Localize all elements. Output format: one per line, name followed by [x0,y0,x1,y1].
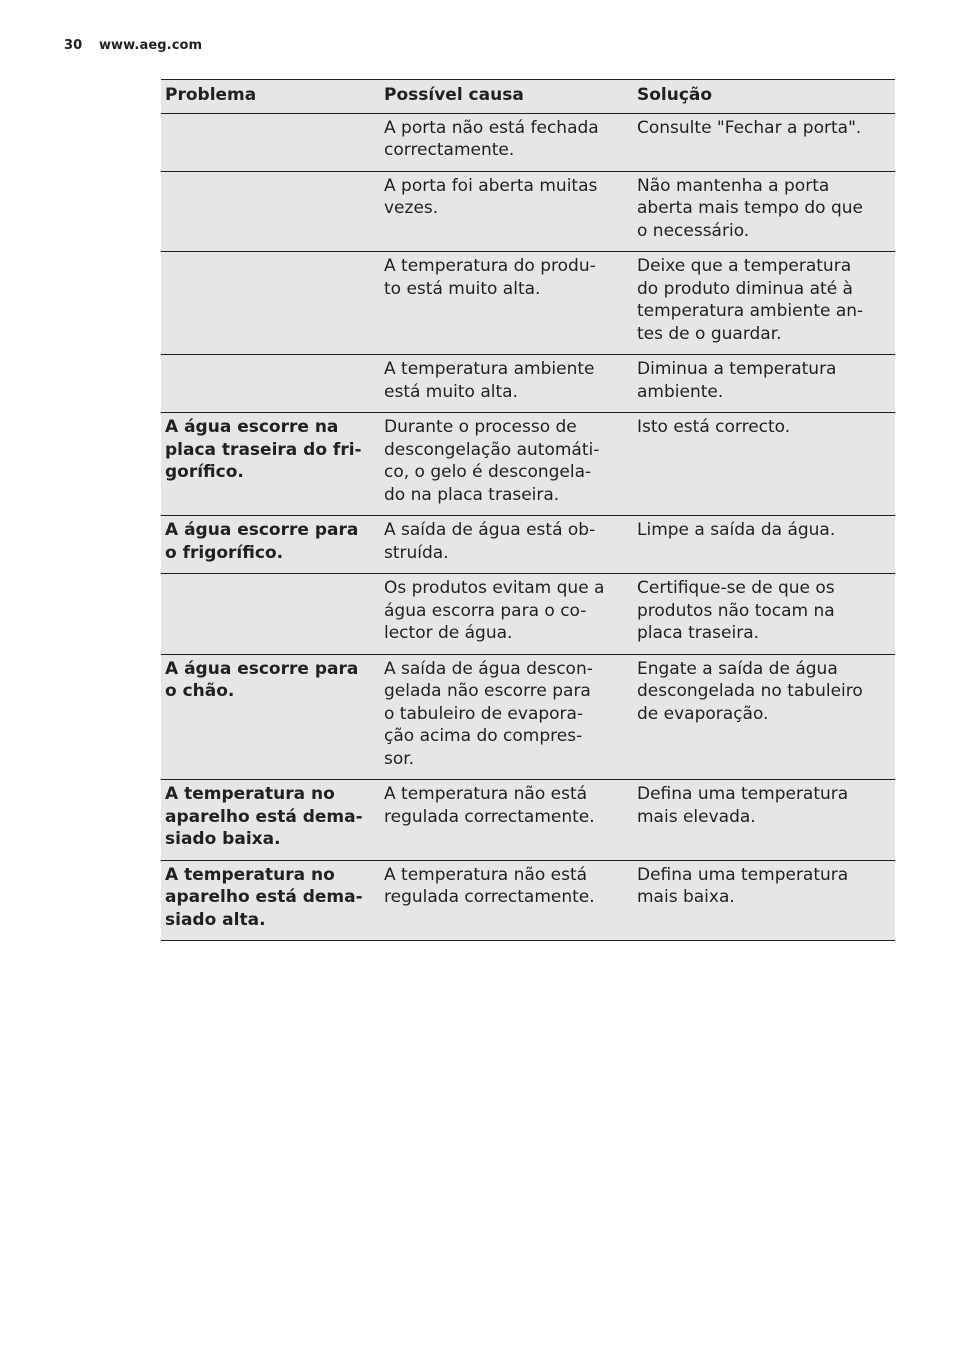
cause-cell: A porta foi aberta muitas vezes. [380,171,633,252]
table-row [161,171,895,252]
solution-cell: Diminua a temperatura ambiente. [633,355,895,413]
problem-cell: A água escorre na placa traseira do fri- gorífico. [161,413,380,516]
solution-cell: Isto está correcto. [633,413,895,516]
solution-cell: Não mantenha a porta aberta mais tempo do que o necessário. [633,171,895,252]
troubleshooting-table [161,79,895,941]
cause-cell: A porta não está fechada correctamente. [380,113,633,171]
cause-cell: A temperatura não está regulada correctamente. [380,780,633,861]
table-header-row [161,80,895,114]
problem-cell [161,355,380,413]
table-row [161,413,895,516]
table-row [161,654,895,780]
cause-cell: A temperatura do produ- to está muito alta. [380,252,633,355]
solution-cell: Engate a saída de água descongelada no tabuleiro de evaporação. [633,654,895,780]
problem-cell [161,252,380,355]
problem-cell: A água escorre para o chão. [161,654,380,780]
column-header-problem: Problema [161,80,380,114]
table-row [161,574,895,655]
page-number: 30 [64,38,83,53]
problem-cell [161,113,380,171]
solution-cell: Defina uma temperatura mais elevada. [633,780,895,861]
column-header-cause: Possível causa [380,80,633,114]
cause-cell: Durante o processo de descongelação automáti- co, o gelo é descongela- do na placa traseira. [380,413,633,516]
column-header-solution: Solução [633,80,895,114]
table-row [161,516,895,574]
cause-cell: A saída de água descon- gelada não escorre para o tabuleiro de evapora- ção acima do compres- sor. [380,654,633,780]
troubleshooting-table-wrapper [161,79,895,941]
solution-cell: Defina uma temperatura mais baixa. [633,860,895,941]
solution-cell: Limpe a saída da água. [633,516,895,574]
problem-cell: A água escorre para o frigorífico. [161,516,380,574]
solution-cell: Deixe que a temperatura do produto diminua até à temperatura ambiente an- tes de o guardar. [633,252,895,355]
solution-cell: Certifique-se de que os produtos não tocam na placa traseira. [633,574,895,655]
table-body [161,113,895,941]
website-url: www.aeg.com [98,38,203,53]
table-row [161,113,895,171]
problem-cell: A temperatura no aparelho está dema- siado alta. [161,860,380,941]
cause-cell: Os produtos evitam que a água escorra para o co- lector de água. [380,574,633,655]
page-header [64,38,202,53]
table-row [161,780,895,861]
table-row [161,860,895,941]
cause-cell: A saída de água está ob- struída. [380,516,633,574]
table-row [161,355,895,413]
table-row [161,252,895,355]
problem-cell: A temperatura no aparelho está dema- siado baixa. [161,780,380,861]
cause-cell: A temperatura não está regulada correctamente. [380,860,633,941]
cause-cell: A temperatura ambiente está muito alta. [380,355,633,413]
solution-cell: Consulte "Fechar a porta". [633,113,895,171]
problem-cell [161,574,380,655]
problem-cell [161,171,380,252]
